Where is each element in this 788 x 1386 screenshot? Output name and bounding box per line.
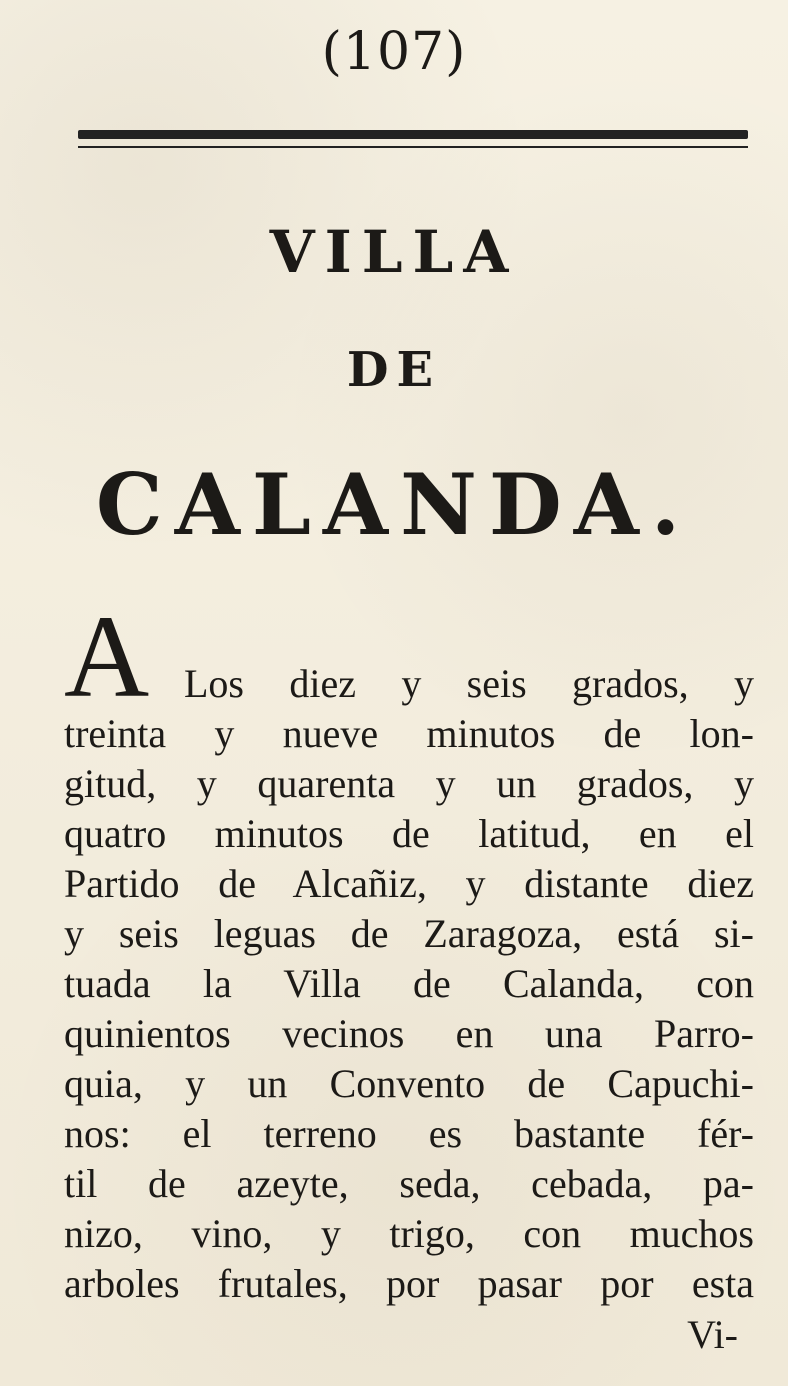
drop-cap: A bbox=[64, 591, 150, 722]
text-line: nos: el terreno es bastante fér- bbox=[64, 1111, 754, 1156]
text-line: quatro minutos de latitud, en el bbox=[64, 811, 754, 856]
text-line: til de azeyte, seda, cebada, pa- bbox=[64, 1161, 754, 1206]
title-line-3: CALANDA. bbox=[95, 455, 693, 554]
title-line-1: VILLA bbox=[269, 218, 519, 286]
catchword: Vi- bbox=[687, 1312, 738, 1357]
text-line: treinta y nueve minutos de lon- bbox=[64, 711, 754, 756]
text-line: Partido de Alcañiz, y distante diez bbox=[64, 861, 754, 906]
text-line: tuada la Villa de Calanda, con bbox=[64, 961, 754, 1006]
page-number: (107) bbox=[321, 22, 467, 82]
text-line: arboles frutales, por pasar por esta bbox=[64, 1261, 754, 1306]
title-line-2: DE bbox=[346, 342, 442, 398]
text-line: nizo, vino, y trigo, con muchos bbox=[64, 1211, 754, 1256]
header-rule-thick bbox=[78, 130, 748, 139]
text-line: quia, y un Convento de Capuchi- bbox=[64, 1061, 754, 1106]
text-line: gitud, y quarenta y un grados, y bbox=[64, 761, 754, 806]
text-line: quinientos vecinos en una Parro- bbox=[64, 1011, 754, 1056]
text-line: y seis leguas de Zaragoza, está si- bbox=[64, 911, 754, 956]
text-line: Los diez y seis grados, y bbox=[184, 661, 754, 706]
body-paragraph bbox=[64, 659, 754, 1309]
header-rule-thin bbox=[78, 146, 748, 148]
